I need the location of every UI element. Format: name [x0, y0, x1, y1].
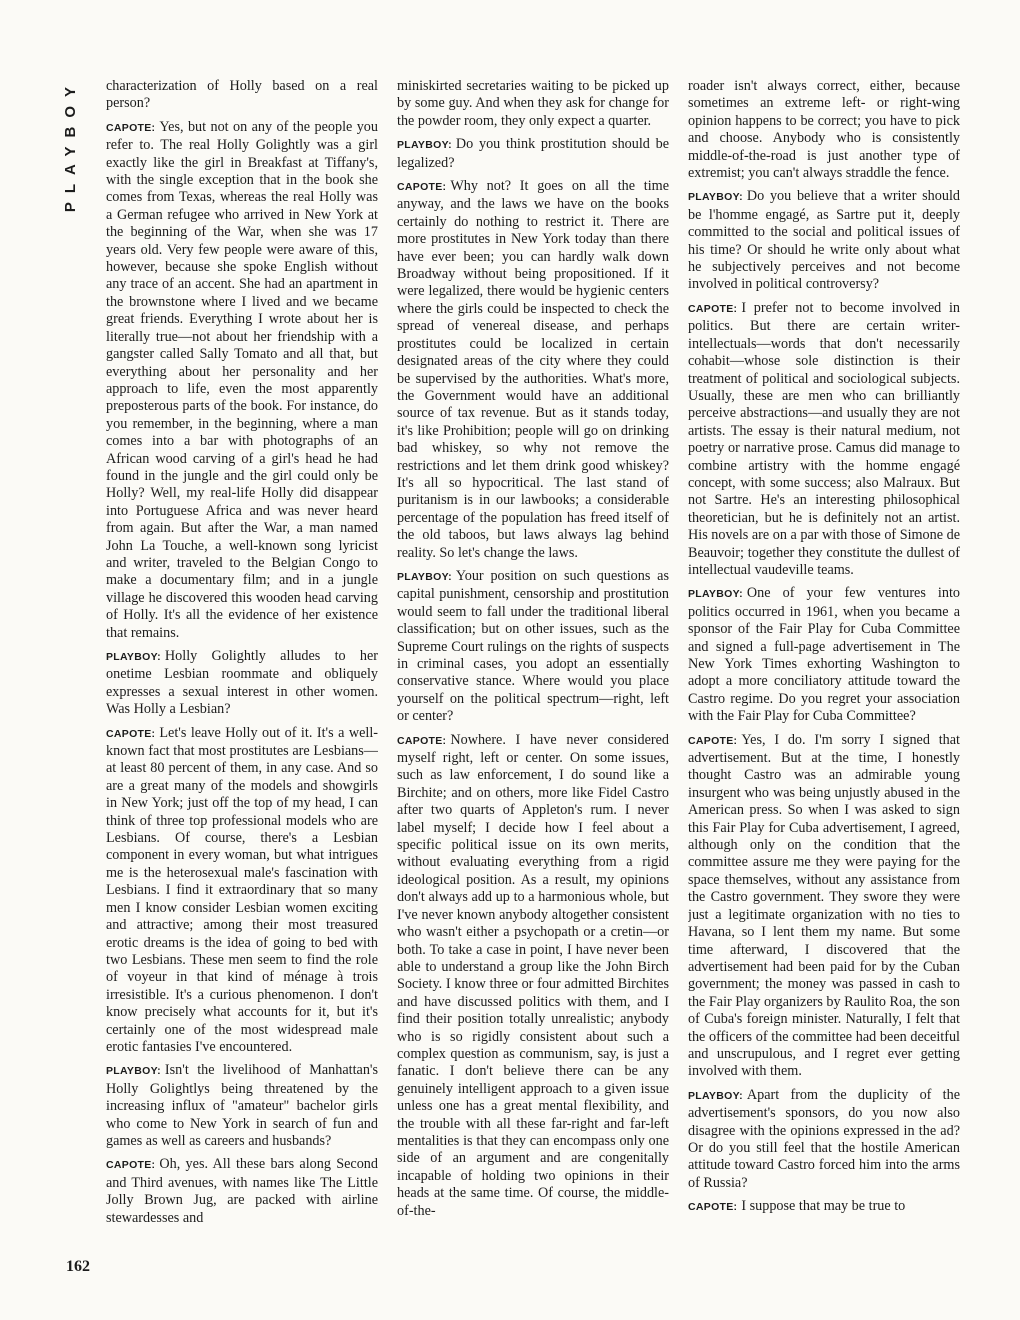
interview-paragraph [106, 725, 378, 1057]
paragraph-text: miniskirted secretaries waiting to be picked up by some guy. And when they ask for change for the powder room, they only expect a quarter. [397, 78, 669, 129]
interview-paragraph [106, 1156, 378, 1227]
paragraph-text: One of your few ventures into politics occurred in 1961, when you became a sponsor of the Fair Play for Cuba Committee and signed a full-page advertisement in The New York Times exhorting Washington to adopt a more conciliatory attitude toward the Castro regime. Do you regret your association with the Fair Play for Cuba Committee? [688, 585, 960, 725]
speaker-label: CAPOTE: [688, 734, 738, 747]
paragraph-text: characterization of Holly based on a real person? [106, 78, 378, 112]
interview-paragraph [688, 585, 960, 725]
paragraph-text: Do you believe that a writer should be l'homme engagé, as Sartre put it, deeply committed to the social and political issues of his time? Or should he write only about what he subjectively perceives and not become involved in political controversy? [688, 188, 960, 293]
paragraph-text: Holly Golightly alludes to her onetime Lesbian roommate and obliquely expresses a sexual interest in other women. Was Holly a Lesbian? [106, 648, 378, 718]
paragraph-text: Why not? It goes on all the time anyway, and the laws we have on the books certainly do nothing to restrict it. There are more prostitutes in New York today than there have ever been; you can hardly walk down Broadway without being propositioned. If it were legalized, there would be hygienic centers where the girls could be inspected to check the spread of venereal disease, and perhaps prostitutes could be localized in certain designated areas of the city where they could be supervised by the authorities. What's more, the Government would have an additional source of tax revenue. But as it stands today, it's like Prohibition; people will go on drinking bad whiskey, so why not remove the restrictions and let them drink good whiskey? It's all so hypocritical. The last stand of puritanism is in our lawbooks; a considerable percentage of the population has freed itself of the old taboos, but laws always lag behind reality. So let's change the laws. [397, 178, 669, 561]
speaker-label: CAPOTE: [106, 727, 156, 740]
speaker-label: PLAYBOY: [397, 139, 452, 152]
interview-paragraph [397, 178, 669, 562]
paragraph-text: I suppose that may be true to [741, 1198, 906, 1215]
paragraph-text: Your position on such questions as capital punishment, censorship and prostitution would seem to fall under the traditional liberal classification; but on other issues, such as the Supreme Court rulings on the rights of suspects in criminal cases, you adopt an essentially conservative stance. Where would you place yourself on the political spectrum—right, left or center? [397, 567, 669, 725]
speaker-label: PLAYBOY: [397, 570, 452, 583]
paragraph-text: Let's leave Holly out of it. It's a well-known fact that most prostitutes are Lesbians—at least 80 percent of them, in any case. And so are a great many of the models and showgirls in New York; just off the top of my head, I can think of three top professional models who are Lesbians. Of course, there's a Lesbian component in every woman, but what intrigues me is the heterosexual male's fascination with Lesbians. I find it extraordinary that so many men I know consider Lesbian women exciting and attractive; among their most treasured erotic dreams is the idea of going to bed with two Lesbians. These men seem to find the role of voyeur in that kind of ménage à trois irresistible. It's a curious phenomenon. I don't know precisely what accounts for it, but it's certainly one of the most widespread male erotic fantasies I've encountered. [106, 724, 378, 1055]
paragraph-text: Oh, yes. All these bars along Second and Third avenues, with names like The Little Jolly Brown Jug, are packed with airline stewardesses and [106, 1156, 378, 1226]
text-column-3 [688, 78, 960, 1280]
interview-paragraph [106, 1062, 378, 1150]
interview-paragraph [106, 78, 378, 113]
speaker-label: CAPOTE: [397, 734, 447, 747]
interview-paragraph [688, 1087, 960, 1192]
paragraph-text: Nowhere. I have never considered myself right, left or center. On some issues, such as law enforcement, I do sound like a Birchite; and on others, more like Fidel Castro after two quarts of Appleton's rum. I never label myself; I decide how I feel about a specific political issue on its own merits, without evaluating everything from a rigid ideological position. As a result, my opinions don't always add up to a harmonious whole, but I've never known anybody altogether consistent who wasn't either a psychopath or a cretin—or both. To take a case in point, I have never been able to understand a group like the John Birch Society. I know three or four admitted Birchites and have discussed politics with them, and I find their position totally unrealistic; anybody who is so rigidly consistent about such a complex question as communism, say, is just a fanatic. I don't believe there can be any genuinely intelligent approach to a given issue unless one has a great mental flexibility, and the trouble with all these far-right and far-left mentalities is that they can encompass only one side of an argument and are congenitally incapable of holding two opinions in their heads at the same time. Of course, the middle-of-the- [397, 731, 669, 1219]
interview-paragraph [397, 136, 669, 172]
paragraph-text: I prefer not to become involved in politics. But there are certain writer-intellectuals—words that don't necessarily cohabit—whose sole distinction is their treatment of political and sociological subjects. Usually, these are men who can brilliantly perceive abstractions—and usually they are not artists. The essay is their natural medium, not poetry or narrative prose. Camus did manage to combine artistry with the homme engagé concept, with some success; also Malraux. But not Sartre. He's an interesting philosophical theoretician, but he is definitely not an artist. His novels are on a par with those of Simone de Beauvoir; together they constitute the dullest of intellectual vaudeville teams. [688, 299, 960, 578]
magazine-masthead: PLAYBOY [62, 78, 79, 213]
interview-paragraph [106, 648, 378, 719]
interview-paragraph [688, 1198, 960, 1216]
text-column-2 [397, 78, 669, 1280]
paragraph-text: Yes, I do. I'm sorry I signed that advertisement. But at the time, I honestly thought Castro was an admirable young insurgent who was being unjustly abused in the American press. So when I was asked to sign this Fair Play for Cuba advertisement, I agreed, although only on the condition that the committee assure me they were paying for the space themselves, without any assistance from the Castro government. They swore they were just a legitimate organization with no ties to Havana, so I lent them my name. But some time afterward, I discovered that the advertisement had been paid for by the Cuban government; the money was passed in cash to the Fair Play organizers by Raulito Roa, the son of Cuba's foreign minister. Naturally, I felt that the officers of the committee had been deceitful and unscrupulous, and I regret ever getting involved with them. [688, 731, 960, 1080]
speaker-label: CAPOTE: [106, 121, 156, 134]
speaker-label: PLAYBOY: [688, 588, 743, 601]
speaker-label: PLAYBOY: [106, 651, 161, 663]
speaker-label: PLAYBOY: [688, 191, 743, 204]
paragraph-text: Isn't the livelihood of Manhattan's Holly Golightlys being threatened by the increasing influx of "amateur" bachelor girls who come to New York in search of fun and games as well as careers and husbands? [106, 1062, 378, 1149]
interview-paragraph [397, 78, 669, 130]
speaker-label: PLAYBOY: [688, 1089, 743, 1102]
speaker-label: PLAYBOY: [106, 1065, 161, 1078]
interview-paragraph [688, 732, 960, 1081]
interview-paragraph [397, 568, 669, 726]
interview-paragraph [106, 119, 378, 642]
page-number: 162 [66, 1258, 90, 1275]
speaker-label: CAPOTE: [688, 1201, 738, 1214]
interview-paragraph [688, 300, 960, 580]
paragraph-text: Apart from the duplicity of the advertisement's sponsors, do you now also disagree with the opinions expressed in the ad? Or do you still feel that the hostile American attitude toward Castro forced him into the arms of Russia? [688, 1086, 960, 1191]
text-column-1 [106, 78, 378, 1280]
interview-paragraph [688, 78, 960, 182]
paragraph-text: Yes, but not on any of the people you refer to. The real Holly Golightly was a girl exactly like the girl in Breakfast at Tiffany's, with the single exception that in the book she comes from Texas, whereas the real Holly was a German refugee who arrived in New York at the beginning of the War, when she was 17 years old. Very few people were aware of this, however, because she spoke English without any trace of an accent. She had an apartment in the brownstone where I lived and we became great friends. Everything I wrote about her is literally true—not about her friendship with a gangster called Sally Tomato and all that, but everything about her personality and her approach to life, even the most apparently preposterous parts of the book. For instance, do you remember, in the beginning, where a man comes into a bar with photographs of an African wood carving of a girl's head he had found in the jungle and the girl could only be Holly? Well, my real-life Holly did disappear into Portuguese Africa and was never heard from again. But after the War, a man named John La Touche, a well-known song lyricist and writer, traveled to the Belgian Congo to make a documentary film; and in a jungle village he discovered this wooden head carving of Holly. It's all the evidence of her existence that remains. [106, 118, 378, 641]
paragraph-text: roader isn't always correct, either, because sometimes an extreme left- or right-wing opinion happens to be correct; you have to pick and choose. Anybody who is consistently middle-of-the-road is just another type of extremist; you can't always straddle the fence. [688, 78, 960, 182]
interview-paragraph [688, 188, 960, 293]
interview-paragraph [397, 732, 669, 1220]
paragraph-text: Do you think prostitution should be legalized? [397, 136, 669, 171]
speaker-label: CAPOTE: [106, 1159, 156, 1172]
speaker-label: CAPOTE: [688, 302, 738, 315]
speaker-label: CAPOTE: [397, 181, 447, 194]
